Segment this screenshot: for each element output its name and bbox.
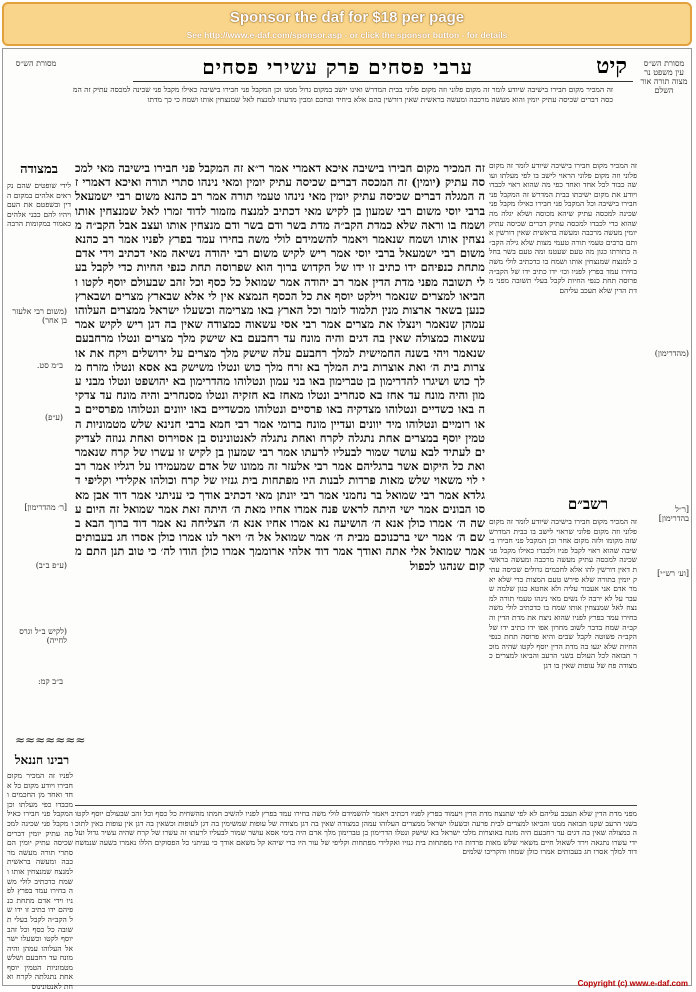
margin-gloss: (מהדרימון) — [654, 349, 689, 358]
divider-ornament: ≈≈≈≈≈≈≈ — [15, 733, 86, 747]
margin-gloss: (משום רבי אלעזר בן אחר) — [12, 307, 67, 325]
right-commentary: זה המכיר מקום חבירו בישיבה שיודע לומר זה מקום פלוני וזה מקום פלוני הראוי לישב בו לפי מעלתו ועושה כבוד לכל אחד ואחד כפי מה שהוא ראוי לכבדו ויודע את מקום ישיבתו בבית המדרש זה המקבל פני חבירו בישיבה וכל המקבל פני חבירו כאילו מקבל פני שכינה למכסה עתיק שיהא מכוסה ושלא יגלה מה שהוא כדי לכבדו למכסה עתיק דברים שכיסה עתיק יומין מעשה מרכבה ומעשה בראשית שאין דורשין אותם ברבים טעמי תורה טעמי מצות שלא גילה הקב״ה בתורתו כגון מה טעם שעטנז ומה טעם בשר בחלב למנצח שמנצחין אותו ושמח בו כדכתיב לולי משה בחירו עמד בפרץ לפניו וכו׳ ידו כתיב ידו של הקב״ה פרוסה תחת כנפי החיות לקבל בעלי תשובה מפני מדת הדין שלא תעכב עליהם — [489, 161, 637, 295]
rashbam-heading: רשב״ם — [567, 495, 609, 513]
right-margin-label: מסורת הש״ס עין משפט נר מצוה תורה אור השלם — [640, 59, 688, 95]
metzudah-heading: במצודה — [20, 162, 58, 177]
margin-gloss: ב״מ סט. — [36, 361, 63, 370]
gemara-main-text: זה המכיר מקום חבירו בישיבה איכא דאמרי אמר ר״א זה המקבל פני חבירו בישיבה מאי למכסה עתיק (יומין) זה המכסה דברים שכיסה עתיק יומין ומאי נינהו סתרי תורה ואיכא דאמרי זה המגלה דברים שכיסה עתיק יומין מאי נינהו טעמי תורה אמר רב כהנא משום רבי ישמעאל ברבי יוסי משום רבי שמעון בן לקיש מאי דכתיב למנצח מזמור לדוד זמרו לאל שמנצחין אותו ושמח בו וראה שלא כמדת הקב״ה מדת בשר ודם בשר ודם מנצחין אותו ועצב אבל הקב״ה מנצחין אותו ושמח שנאמר ויאמר להשמידם לולי משה בחירו עמד בפרץ לפניו אמר רב כהנא משום רבי ישמעאל ברבי יוסי אמר ריש לקיש משום רבי יהודה נשיאה מאי דכתיב וידי אדם מתחת כנפיהם ידו כתיב זו ידו של הקדוש ברוך הוא שפרוסה תחת כנפי החיות כדי לקבל בעלי תשובה מפני מדת הדין אמר רב יהודה אמר שמואל כל כסף וכל זהב שבעולם יוסף לקטו והביאו למצרים שנאמר וילקט יוסף את כל הכסף הנמצא אין לי אלא שבארץ מצרים ושבארץ כנען בשאר ארצות מנין תלמוד לומר וכל הארץ באו מצרימה וכשעלו ישראל ממצרים העלוהו עמהן שנאמר וינצלו את מצרים אמר רבי אסי עשאוה כמצודה שאין בה דגן ריש לקיש אמר עשאוה כמצולה שאין בה דגים והיה מונח עד רחבעם בא שישק מלך מצרים ונטלו מרחבעם שנאמר ויהי בשנה החמישית למלך רחבעם עלה שישק מלך מצרים על ירושלים ויקח את אוצרות בית ה׳ ואת אוצרות בית המלך בא זרח מלך כוש ונטלו משישק בא אסא ונטלו מזרח מלך כוש ושיגרו להדרימון בן טברימון באו בני עמון ונטלוהו מהדרימון בא יהושפט ונטלו מבני עמון והיה מונח עד אחז בא סנחריב ונטלו מאחז בא חזקיה ונטלו מסנחריב והיה מונח עד צדקיה באו כשדיים ונטלוהו מצדקיה באו פרסיים ונטלוהו מכשדיים באו יוונים ונטלוהו מפרסיים באו רומיים ונטלוהו מיד יוונים ועדיין מונח ברומי אמר רבי חמא ברבי חנינא שלש מטמוניות הטמין יוסף במצרים אחת נתגלה לקרח ואחת נתגלה לאנטונינוס בן אסוירוס ואחת גנוזה לצדיקים לעתיד לבא עושר שמור לבעליו לרעתו אמר רבי שמעון בן לקיש זו עשרו של קרח שנאמר ואת כל היקום אשר ברגליהם אמר רבי אלעזר זה ממונו של אדם שמעמידו על רגליו אמר רבי לוי משאוי שלש מאות פרדות לבנות היו מפתחות בית גנזיו של קרח וכולהו אקלידי וקליפי דגלדא אמר רבי שמואל בר נחמני אמר רבי יונתן מאי דכתיב אודך כי עניתני אמר דוד אבן מאסו הבונים אמר ישי היתה לראש פנה אמרו אחיו מאת ה׳ היתה זאת אמר שמואל זה היום עשה ה׳ אמרו כולן אנא ה׳ הושיעה נא אמרו אחיו אנא ה׳ הצליחה נא אמר דוד ברוך הבא בשם ה׳ אמר ישי ברכנוכם מבית ה׳ אמר שמואל אל ה׳ ויאר לנו אמרו כולן אסרו חג בעבותים אמר שמואל אלי אתה ואודך אמר דוד אלהי ארוממך אמרו כולן הודו לה׳ כי טוב תנן התם מקום שנהגו לכפול — [75, 161, 485, 573]
section-divider — [75, 805, 637, 806]
page-header — [133, 55, 633, 82]
margin-gloss: (לקיש ב״ל וגרס לחייה) — [19, 627, 67, 645]
folio-number: קיט — [596, 53, 627, 79]
rashbam-commentary: זה המכיר מקום חבירו בישיבה שיודע לומר זה מקום פלוני וזה מקום פלוני שראוי לישב בו בבית המדרש שזה מקומו ולזה מקום אחר וכן המקבל פני חבירו בישיבה שהוא ראוי לקבל פניו ולכבדו כאילו מקבל פני שכינה למכסה עתיק מעשה מרכבה ומעשה בראשית דאין דורשין להו אלא לחכמים גדולים שכיסה עתיק יומין בתורה שלא פירש טעם המצות כדי שלא יאמר אדם אני אעבור עליה ולא אחטא כגון שלמה שעבר על לא ירבה לו נשים מאי נינהו טעמי תורה למנצח לאל שמנצחין אותו שמח בו כדכתיב לולי משה בחירו עמד בפרץ לפניו שהוא ניצח את מדת הדין והקב״ה שמח בדבר לשוב מחרון אפו ידו כתיב ידו של הקב״ה פשוטה לקבל שבים והיא פרוסה תחת כנפי החיות שלא יגעו בה מדת הדין יוסף לקטו שהיה מוכר תבואה לכל העולם בשני הרעב והביאו למצרים כמצודה פח של עופות שאין בו דגן — [489, 517, 637, 670]
sponsor-subtitle[interactable]: See http://www.e-daf.com/sponsor.asp - or click the sponsor button - for details — [186, 30, 508, 40]
rabbeinu-heading: רבינו חננאל — [14, 753, 70, 767]
sponsor-banner[interactable] — [2, 2, 692, 46]
margin-gloss: [ר׳ מהדרימון] — [24, 503, 67, 512]
top-commentary: זה המכיר מקום חבירו בישיבה שיודע לומר זה מקום פלוני וזה מקום פלוני בבית המדרש ואינו יושב במקום גדול ממנו וכן המקבל פני חבירו בישיבה כאילו מקבל פני שכינה למכסה עתיק זה המכסה דברים שכיסה עתיק יומין והוא מעשה מרכבה ומעשה בראשית שאין דורשין בהם אלא ביחיד ובחכם ומבין מדעתו למנצח לאל שמנצחין אותו ושמח כי כך מדתו — [73, 85, 613, 104]
margin-gloss: [ר״ל בהדרימון] — [658, 505, 689, 523]
metzudah-commentary: לידי שופטים שהם נקראים אלהים במקום הדין ובשפטם את העם ויהיו להם כבני אלהים כאמור במקומות הרבה — [7, 181, 71, 229]
sponsor-title[interactable]: Sponsor the daf for $18 per page — [229, 9, 465, 26]
talmud-page — [2, 48, 692, 992]
copyright-notice[interactable]: Copyright (c) www.e-daf.com — [577, 979, 688, 988]
margin-gloss: [וע׳ רש״י] — [657, 569, 689, 578]
margin-gloss: (ע״פ) — [45, 413, 63, 422]
mesoret-label: מסורת הש״ס — [15, 59, 57, 68]
margin-gloss: ב״ב קמ: — [37, 677, 63, 686]
margin-gloss: (ע״פ ב״ב) — [35, 561, 67, 570]
rabbeinu-commentary: לפניו זה המכיר מקום חבירו ויודע מקום כל אחד ואחד מן החכמים ומכבדו כפי מעלתו וכן המקבל פני חבירו כאילו מקבל פני שכינה למכסה עתיק יומין דברים שכיסה עתיק יומין הם סתרי תורה מעשה מרכבה ומעשה בראשית למנצח שמנצחין אותו ושמח כדכתיב לולי משה בחירו עמד בפרץ לפניו וידי אדם מתחת כנפיהם ידו כתיב זו ידו של הקב״ה לקבל בעלי תשובה כל כסף וכל זהב יוסף לקטו וכשעלו ישראל העלוהו עמהן והיה מונח עד רחבעם ושלש מטמוניות הטמין יוסף אחת נתגלתה לקרח ואחת לאנטונינוס — [7, 771, 73, 992]
page-title: ערבי פסחים פרק עשירי פסחים — [202, 55, 473, 79]
bottom-commentary: מפני מדת הדין שלא תעכב עליהם לא לפי שתנצח מדת הדין ויעמוד בפרץ לפניו דכתיב ויאמר להשמידם לולי משה בחירו עמד בפרץ לפניו להשיב חמתו מהשחית כל כסף וכל זהב שבעולם יוסף לקטו בשני הרעב שקנו תבואה ממנו והביאו למצרים לבית פרעה וכשעלו ישראל ממצרים העלוהו עמהן כמצודה שאין בה דגן מצודה של עופות שמשימין בה דגן לעופות וכשאין בה דגן אין עופות באין לתוכה כמצולה שאין בה דגים עד רחבעם היה מונח באוצרות מלכי ישראל בא שישק ונטלו הדרימון בן טברימון מלך ארם היה בימי אסא עושר שמור לבעליו לרעתו זה עשרו של קרח שהיה עשיר גדול ועל ידי עשרו נתגאה וירד לשאול חיים משאוי שלש מאות פרדות היו מפתחות בית גנזיו ואקלידי מפתחות וקליפי של עור היו כדי שיהא קל משאם אודך כי עניתני כל הפסוקים הללו נאמרו בשעה שנמשח דוד למלך אסרו חג בעבותים אמרו כולן שמחו והקריבו שלמים — [75, 809, 637, 857]
